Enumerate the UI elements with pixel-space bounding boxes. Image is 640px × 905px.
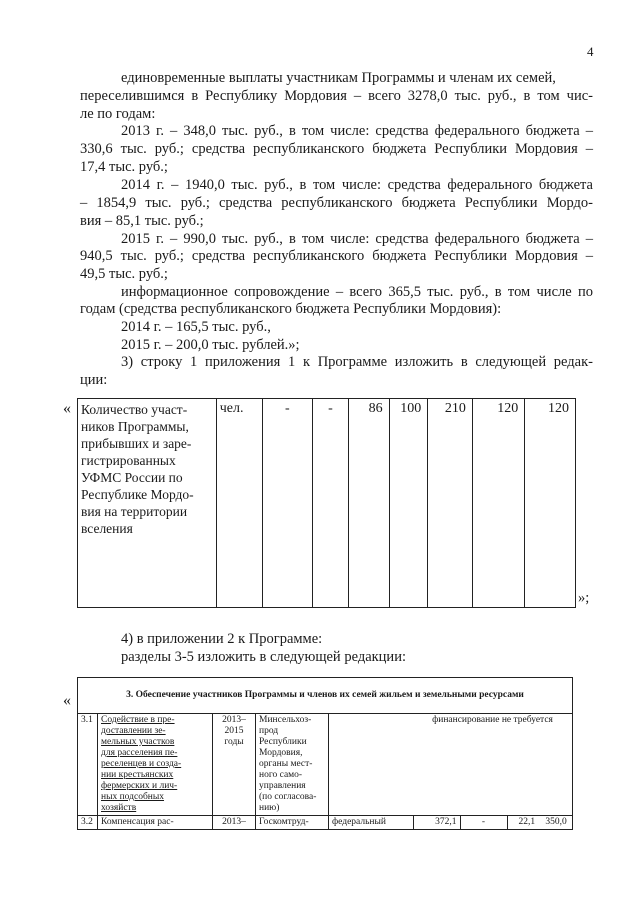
open-quote: « — [63, 400, 71, 417]
executor-cell — [256, 714, 329, 816]
cell-line: прод — [259, 726, 279, 736]
cell-line: ных подсобных — [101, 792, 165, 802]
cell-line: нию) — [259, 803, 280, 813]
value-cell: - — [263, 399, 313, 608]
period-cell: 2013– — [213, 816, 256, 830]
para-line: 2014 г. – 165,5 тыс. руб., — [121, 319, 271, 335]
value-cell: - — [312, 399, 349, 608]
para-line: единовременные выплаты участникам Программы и членам их семей, — [121, 70, 556, 86]
para-line: информационное сопровождение – всего 365,5 тыс. руб., в том числе по — [121, 284, 593, 300]
source-cell: федеральный — [329, 816, 414, 830]
value-cell: 86 — [349, 399, 389, 608]
para-line: 2015 г. – 990,0 тыс. руб., в том числе: средства федерального бюджета – — [121, 231, 593, 247]
row-number: 3.2 — [78, 816, 98, 830]
cell-line: УФМС России по — [81, 470, 183, 485]
section-header: 3. Обеспечение участников Программы и членов их семей жильем и земельными ресурсами — [78, 678, 573, 714]
para-line: переселившимся в Республику Мордовия – всего 3278,0 тыс. руб., в том чис- — [80, 88, 593, 104]
cell-line: гистрированных — [81, 453, 176, 468]
table-row — [78, 816, 573, 830]
cell-line: ников Программы, — [81, 419, 189, 434]
cell-line: Республике Мордо- — [81, 487, 194, 502]
para-line: 4) в приложении 2 к Программе: — [121, 631, 323, 647]
page-number: 4 — [587, 44, 594, 59]
cell-line: реселенцев и созда- — [101, 759, 182, 769]
para-line: 940,5 тыс. руб.; средства республиканского бюджета Республики Мордовия – — [80, 248, 593, 264]
activity-cell — [98, 714, 213, 816]
close-quote: »; — [578, 590, 590, 606]
para-line: 330,6 тыс. руб.; средства республиканского бюджета Республики Мордовия – — [80, 141, 593, 157]
para-line: годам (средства республиканского бюджета Республики Мордовия): — [80, 301, 502, 317]
value-pair-cell — [507, 816, 573, 830]
cell-line: мельных участков — [101, 737, 175, 747]
row-number: 3.1 — [78, 714, 98, 816]
cell-line: Мордовия, — [259, 748, 303, 758]
para-line: – 1854,9 тыс. руб.; средства республиканского бюджета Республики Мордо- — [80, 195, 593, 211]
cell-line: (по согласова- — [259, 792, 317, 802]
cell-line: вселения — [81, 521, 133, 536]
cell-line: Содействие в пре- — [101, 715, 175, 725]
para-line: 2013 г. – 348,0 тыс. руб., в том числе: средства федерального бюджета – — [121, 123, 593, 139]
para-line: ции: — [80, 372, 108, 388]
appendix2-sections-table — [77, 677, 573, 830]
para-line: 2014 г. – 1940,0 тыс. руб., в том числе: средства федерального бюджета — [121, 177, 593, 193]
cell-line: Количество участ- — [81, 402, 188, 417]
table-row — [78, 714, 573, 816]
cell-line: фермерских и лич- — [101, 781, 178, 791]
value-cell: - — [460, 816, 507, 830]
appendix1-row-table — [77, 398, 576, 608]
open-quote: « — [63, 692, 71, 709]
para-line: вия – 85,1 тыс. руб.; — [80, 213, 204, 229]
cell-line: хозяйств — [101, 803, 137, 813]
value-cell: 100 — [389, 399, 428, 608]
value-cell: 120 — [525, 399, 576, 608]
table-row — [78, 399, 576, 608]
cell-line: нии крестьянских — [101, 770, 174, 780]
para-line: ле по годам: — [80, 106, 156, 122]
executor-cell: Госкомтруд- — [256, 816, 329, 830]
value-cell: 350,0 — [545, 817, 567, 827]
para-line: 17,4 тыс. руб.; — [80, 159, 168, 175]
funding-note: финансирование не требуется — [413, 714, 573, 816]
value-cell: 372,1 — [413, 816, 460, 830]
table-row — [78, 678, 573, 714]
value-cell: 210 — [428, 399, 473, 608]
para-line: 2015 г. – 200,0 тыс. рублей.»; — [121, 337, 300, 353]
cell-line: Минсельхоз- — [259, 715, 312, 725]
cell-line: 2015 — [224, 726, 244, 736]
para-line: разделы 3-5 изложить в следующей редакции: — [121, 649, 406, 665]
cell-line: управления — [259, 781, 306, 791]
cell-line: ного само- — [259, 770, 303, 780]
unit-cell: чел. — [216, 399, 262, 608]
empty-cell — [329, 714, 414, 816]
cell-line: для расселения пе- — [101, 748, 178, 758]
cell-line: 2013– — [222, 715, 246, 725]
indicator-name-cell — [78, 399, 217, 608]
activity-cell: Компенсация рас- — [98, 816, 213, 830]
cell-line: органы мест- — [259, 759, 313, 769]
cell-line: Республики — [259, 737, 307, 747]
cell-line: прибывших и заре- — [81, 436, 192, 451]
cell-line: вия на территории — [81, 504, 188, 519]
para-line: 49,5 тыс. руб.; — [80, 266, 168, 282]
cell-line: доставлении зе- — [101, 726, 166, 736]
period-cell — [213, 714, 256, 816]
cell-line: годы — [224, 737, 244, 747]
value-cell: 22,1 — [518, 817, 536, 827]
value-cell: 120 — [472, 399, 524, 608]
para-line: 3) строку 1 приложения 1 к Программе изложить в следующей редак- — [121, 354, 593, 370]
